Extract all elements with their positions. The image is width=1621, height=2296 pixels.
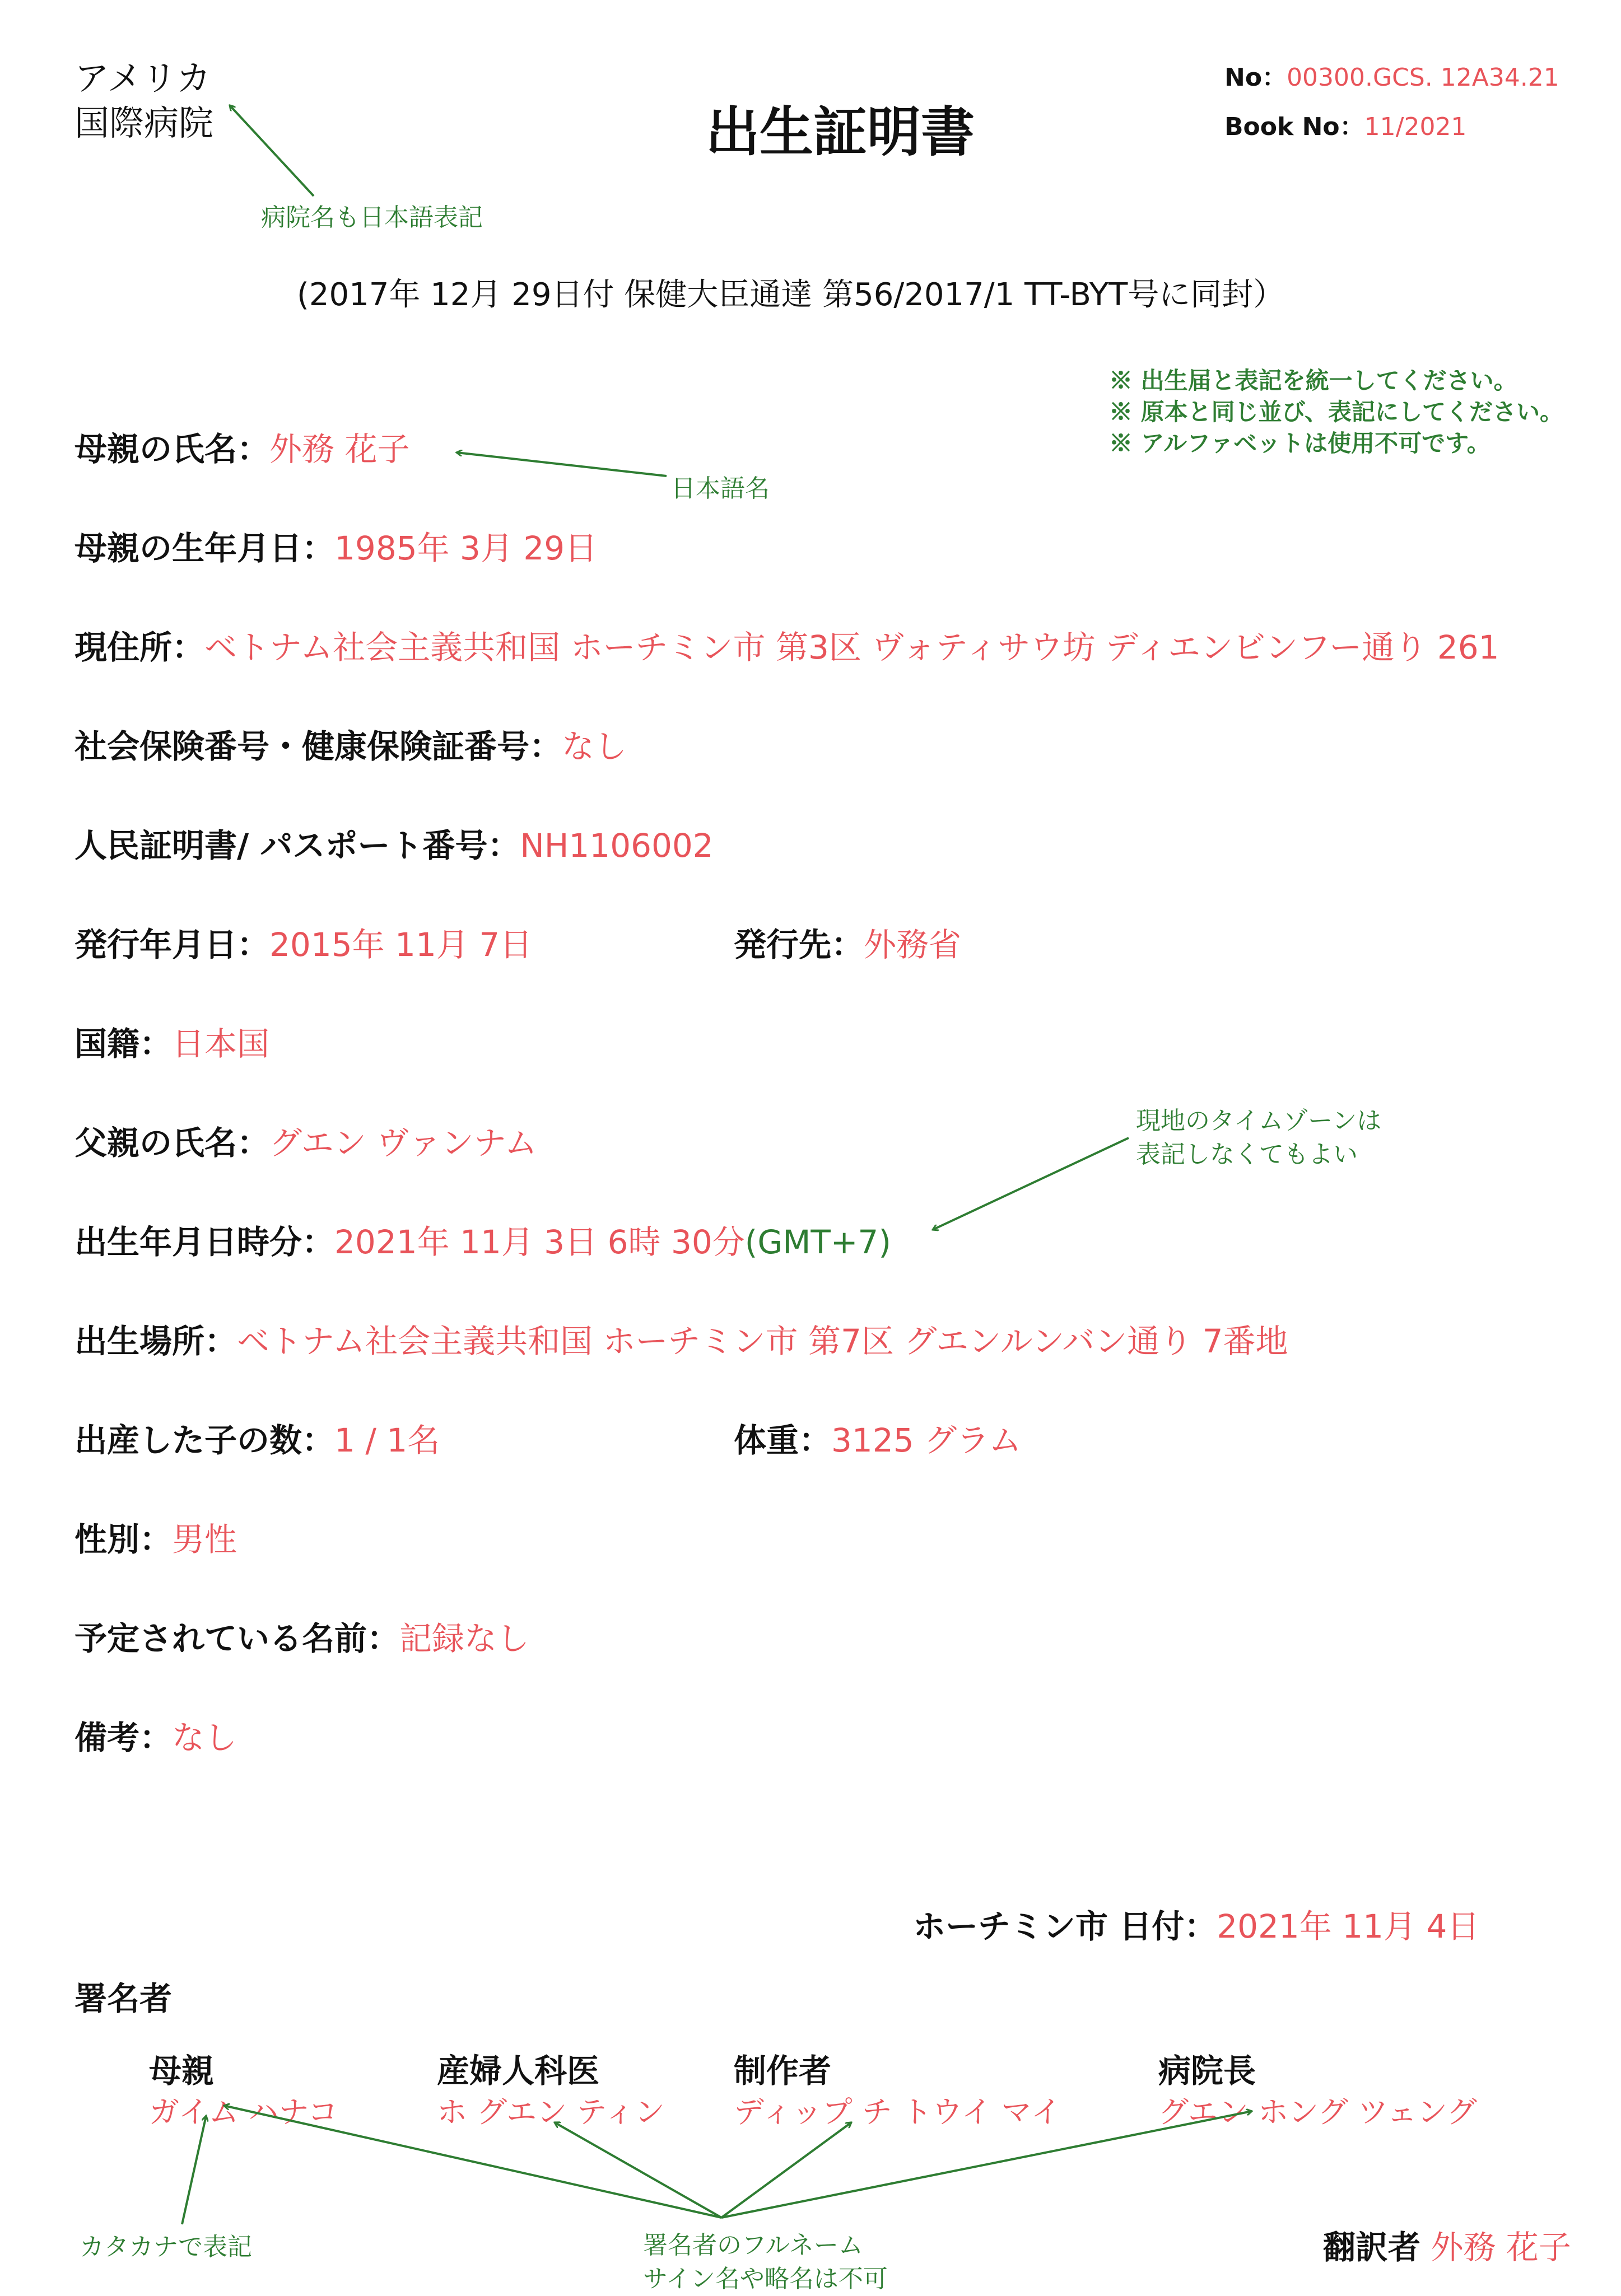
mother-name-value: 外務 花子 bbox=[269, 430, 410, 468]
note-top-right-line2: ※ 原本と同じ並び、表記にしてください。 bbox=[1109, 398, 1563, 426]
subtitle: (2017年 12月 29日付 保健大臣通達 第56/2017/1 TT-BYT号に同封） bbox=[297, 277, 1285, 313]
arrow-katakana bbox=[182, 2116, 206, 2224]
date-place-value: 2021年 11月 4日 bbox=[1217, 1907, 1480, 1945]
sex-value: 男性 bbox=[172, 1520, 237, 1558]
signer-name: ディップ チ トウイ マイ bbox=[734, 2094, 1061, 2130]
signer-role: 母親 bbox=[149, 2052, 215, 2090]
note-hospital-name: 病院名も日本語表記 bbox=[261, 203, 483, 232]
birth-place-label: 出生場所： bbox=[74, 1322, 237, 1360]
signers-heading: 署名者 bbox=[74, 1980, 173, 2018]
passport-label: 人民証明書/ パスポート番号： bbox=[74, 827, 520, 865]
mother-dob-label: 母親の生年月日： bbox=[74, 529, 335, 567]
translator-label: 翻訳者 bbox=[1323, 2228, 1421, 2266]
arrow-timezone bbox=[933, 1138, 1129, 1230]
arrow-fullname-obstetrician bbox=[555, 2122, 721, 2218]
note-timezone-line2: 表記しなくてもよい bbox=[1136, 1140, 1358, 1169]
hospital-name-line1: アメリカ bbox=[74, 58, 211, 99]
note-fullname-line1: 署名者のフルネーム bbox=[643, 2231, 863, 2260]
translator-value: 外務 花子 bbox=[1431, 2228, 1571, 2266]
note-timezone-line1: 現地のタイムゾーンは bbox=[1136, 1107, 1382, 1135]
arrow-fullname-director bbox=[721, 2111, 1252, 2218]
note-katakana: カタカナで表記 bbox=[80, 2233, 252, 2261]
nationality-value: 日本国 bbox=[172, 1025, 270, 1063]
father-name-value: グエン ヴァンナム bbox=[269, 1124, 537, 1162]
note-japanese-name: 日本語名 bbox=[671, 474, 770, 503]
arrow-hospital-name bbox=[230, 105, 314, 196]
hospital-name-line2: 国際病院 bbox=[74, 102, 214, 143]
arrow-fullname-preparer bbox=[721, 2122, 851, 2218]
arrow-japanese-name bbox=[457, 452, 667, 476]
signer-role: 病院長 bbox=[1158, 2052, 1256, 2090]
issuer-value: 外務省 bbox=[864, 926, 962, 964]
issue-date-label: 発行年月日： bbox=[74, 926, 270, 964]
remarks-value: なし bbox=[172, 1719, 237, 1757]
father-name-label: 父親の氏名： bbox=[74, 1124, 270, 1162]
children-count-value: 1 / 1名 bbox=[334, 1421, 440, 1459]
mother-dob-value: 1985年 3月 29日 bbox=[334, 529, 598, 567]
birth-datetime-value: 2021年 11月 3日 6時 30分 bbox=[334, 1223, 745, 1261]
note-top-right-line3: ※ アルファベットは使用不可です。 bbox=[1109, 430, 1490, 457]
children-count-label: 出産した子の数： bbox=[74, 1421, 335, 1459]
address-value: ベトナム社会主義共和国 ホーチミン市 第3区 ヴォティサウ坊 ディエンビンフー通り 261 bbox=[204, 628, 1499, 666]
remarks-label: 備考： bbox=[74, 1719, 173, 1757]
signer-name: グエン ホング ツェング bbox=[1158, 2094, 1477, 2130]
planned-name-label: 予定されている名前： bbox=[74, 1620, 400, 1658]
doc-number-value: 00300.GCS. 12A34.21 bbox=[1287, 63, 1559, 92]
address-label: 現住所： bbox=[74, 628, 205, 666]
arrow-fullname-mother bbox=[224, 2106, 721, 2218]
weight-value: 3125 グラム bbox=[831, 1421, 1022, 1459]
planned-name-value: 記録なし bbox=[399, 1620, 530, 1658]
birth-place-value: ベトナム社会主義共和国 ホーチミン市 第7区 グエンルンバン通り 7番地 bbox=[237, 1322, 1288, 1360]
doc-number-label: No： bbox=[1224, 63, 1287, 92]
issuer-label: 発行先： bbox=[734, 926, 864, 964]
birth-datetime-label: 出生年月日時分： bbox=[74, 1223, 335, 1261]
birth-datetime-tz: (GMT+7) bbox=[744, 1223, 891, 1261]
issue-date-value: 2015年 11月 7日 bbox=[269, 926, 533, 964]
note-fullname-line2: サイン名や略名は不可 bbox=[643, 2265, 888, 2293]
nationality-label: 国籍： bbox=[74, 1025, 173, 1063]
mother-name-label: 母親の氏名： bbox=[74, 430, 270, 468]
insurance-label: 社会保険番号・健康保険証番号： bbox=[74, 727, 562, 766]
note-top-right-line1: ※ 出生届と表記を統一してください。 bbox=[1109, 367, 1517, 394]
book-number-label: Book No： bbox=[1224, 113, 1364, 141]
signer-name: ガイム ハナコ bbox=[149, 2094, 338, 2130]
page-title: 出生証明書 bbox=[706, 101, 975, 164]
date-place-label: ホーチミン市 日付： bbox=[913, 1907, 1217, 1945]
insurance-value: なし bbox=[562, 727, 627, 766]
sex-label: 性別： bbox=[74, 1520, 173, 1558]
weight-label: 体重： bbox=[734, 1421, 832, 1459]
signer-name: ホ グエン ティン bbox=[437, 2094, 665, 2130]
signer-role: 制作者 bbox=[734, 2052, 832, 2090]
signer-role: 産婦人科医 bbox=[437, 2052, 600, 2090]
book-number-value: 11/2021 bbox=[1364, 113, 1467, 141]
passport-value: NH1106002 bbox=[520, 827, 714, 865]
